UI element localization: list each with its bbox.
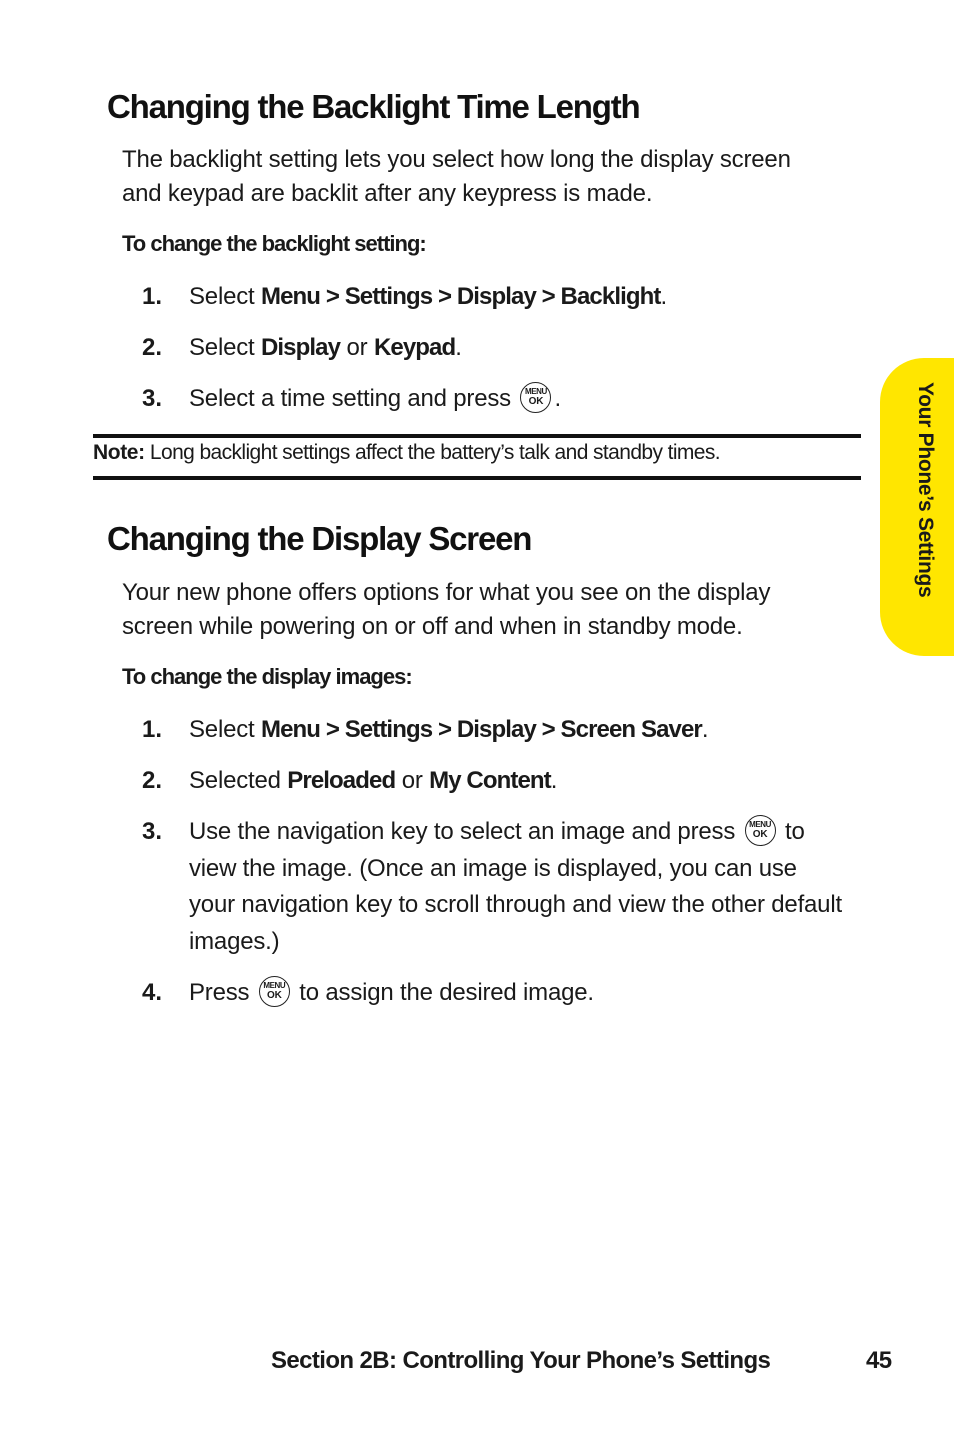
side-tab-label: Your Phone’s Settings — [914, 382, 937, 598]
backlight-subheading: To change the backlight setting: — [122, 231, 426, 256]
display-screen-subheading: To change the display images: — [122, 664, 412, 689]
option-my-content: My Content — [429, 767, 551, 794]
note — [93, 438, 861, 468]
step-number: 2. — [142, 334, 163, 361]
step-number: 1. — [142, 716, 163, 743]
menu-ok-key-icon: MENU OK — [259, 976, 290, 1007]
display-screen-title: Changing the Display Screen — [107, 520, 532, 557]
page-number: 45 — [866, 1347, 892, 1374]
display-step-2: 2. Selected Preloaded or My Content. — [142, 763, 847, 800]
display-step-3: 3. Use the navigation key to select an image and press MENU OK to view the image. (Once an image is displayed, you can use your navigation key to scroll through and view the other default images.) — [142, 814, 847, 960]
step-number: 2. — [142, 767, 163, 794]
note-text: Long backlight settings affect the battery’s talk and standby times. — [144, 441, 721, 464]
display-step-1: 1. Select Menu > Settings > Display > Screen Saver. — [142, 712, 847, 749]
backlight-step-3: 3. Select a time setting and press MENU OK . — [142, 381, 847, 418]
menu-ok-key-icon: MENU OK — [745, 815, 776, 846]
backlight-title: Changing the Backlight Time Length — [107, 88, 640, 125]
note-label: Note: — [93, 441, 145, 464]
display-screen-intro: Your new phone offers options for what you see on the display screen while powering on or off and when in standby mode. — [122, 579, 771, 640]
menu-ok-key-icon: MENU OK — [520, 382, 551, 413]
backlight-step-2: 2. Select Display or Keypad. — [142, 330, 847, 367]
step-number: 3. — [142, 818, 163, 845]
option-preloaded: Preloaded — [287, 767, 396, 794]
step-number: 3. — [142, 385, 163, 412]
option-keypad: Keypad — [373, 334, 456, 361]
backlight-intro: The backlight setting lets you select how long the display screen and keypad are backlit after any keypress is made. — [122, 146, 791, 207]
option-display: Display — [260, 334, 341, 361]
step-number: 4. — [142, 979, 163, 1006]
note-bottom-rule — [93, 476, 861, 480]
footer-section-title: Section 2B: Controlling Your Phone’s Settings — [271, 1347, 771, 1374]
step-number: 1. — [142, 283, 163, 310]
menu-path: Menu > Settings > Display > Backlight — [260, 283, 661, 310]
backlight-step-1: 1. Select Menu > Settings > Display > Backlight. — [142, 279, 847, 316]
menu-path: Menu > Settings > Display > Screen Saver — [260, 716, 702, 743]
display-step-4: 4. Press MENU OK to assign the desired image. — [142, 975, 847, 1012]
